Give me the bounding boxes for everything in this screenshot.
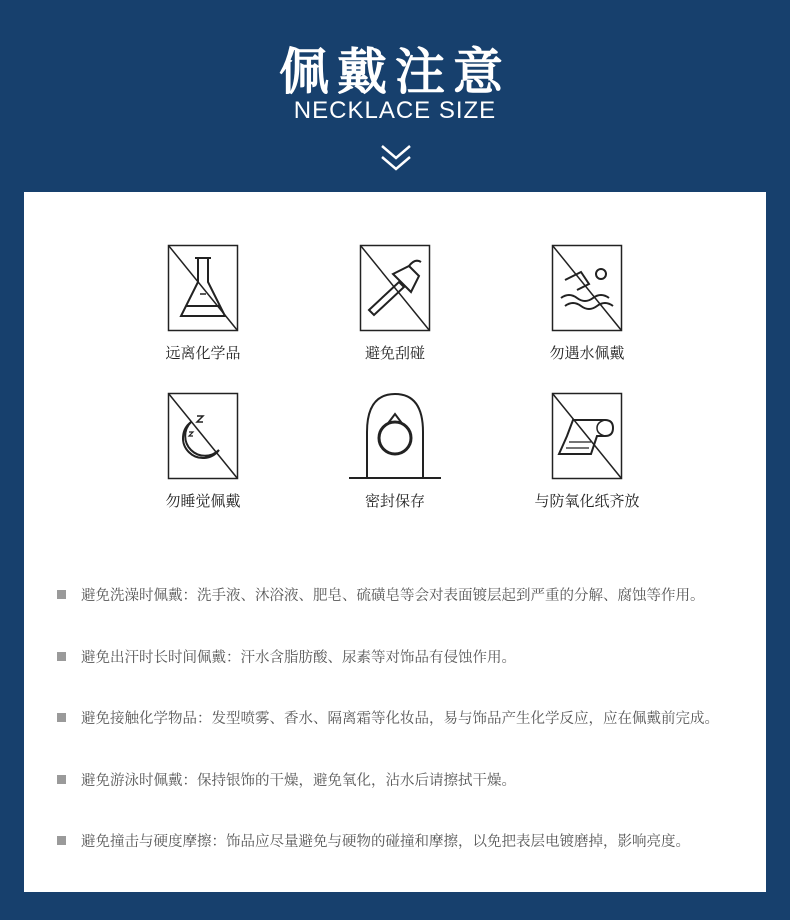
note-text: 避免游泳时佩戴：保持银饰的干燥，避免氧化，沾水后请擦拭干燥。 bbox=[81, 773, 516, 789]
page-subtitle: NECKLACE SIZE bbox=[293, 97, 497, 124]
page-title: 佩戴注意 bbox=[279, 43, 511, 101]
icon-label: 勿遇水佩戴 bbox=[549, 344, 625, 362]
paper-prohibited-icon bbox=[551, 392, 623, 480]
care-icon-grid bbox=[24, 192, 766, 522]
care-item-paper bbox=[487, 392, 687, 511]
care-panel bbox=[24, 192, 766, 892]
note-item bbox=[57, 831, 737, 854]
double-chevron-down-icon bbox=[379, 142, 413, 174]
note-text: 避免撞击与硬度摩擦：饰品应尽量避免与硬物的碰撞和摩擦，以免把表层电镀磨掉，影响亮度。 bbox=[81, 834, 690, 850]
icon-label: 远离化学品 bbox=[165, 344, 241, 362]
care-item-scratch bbox=[295, 244, 495, 363]
icon-label: 密封保存 bbox=[364, 492, 425, 510]
note-item bbox=[57, 708, 737, 731]
icon-label: 与防氧化纸齐放 bbox=[534, 492, 640, 510]
bullet bbox=[57, 775, 66, 784]
bullet bbox=[57, 713, 66, 722]
icon-label: 勿睡觉佩戴 bbox=[165, 492, 241, 510]
note-item bbox=[57, 647, 737, 670]
bullet bbox=[57, 836, 66, 845]
ring-in-box-icon bbox=[347, 392, 443, 480]
care-item-water bbox=[487, 244, 687, 363]
note-text: 避免接触化学物品：发型喷雾、香水、隔离霜等化妆品，易与饰品产生化学反应，应在佩戴前完成。 bbox=[81, 711, 719, 727]
note-item bbox=[57, 770, 737, 793]
note-item bbox=[57, 585, 737, 608]
icon-label: 避免刮碰 bbox=[364, 344, 425, 362]
hammer-prohibited-icon bbox=[359, 244, 431, 332]
note-text: 避免出汗时长时间佩戴：汗水含脂肪酸、尿素等对饰品有侵蚀作用。 bbox=[81, 650, 516, 666]
chemical-flask-prohibited-icon bbox=[167, 244, 239, 332]
note-text: 避免洗澡时佩戴：洗手液、沐浴液、肥皂、硫磺皂等会对表面镀层起到严重的分解、腐蚀等作用。 bbox=[81, 588, 705, 604]
sleep-moon-prohibited-icon bbox=[167, 392, 239, 480]
swimming-prohibited-icon bbox=[551, 244, 623, 332]
bullet bbox=[57, 590, 66, 599]
header bbox=[0, 0, 790, 190]
care-item-chemicals bbox=[103, 244, 303, 363]
bullet bbox=[57, 652, 66, 661]
care-item-sealed bbox=[275, 392, 515, 511]
care-item-sleep bbox=[103, 392, 303, 511]
